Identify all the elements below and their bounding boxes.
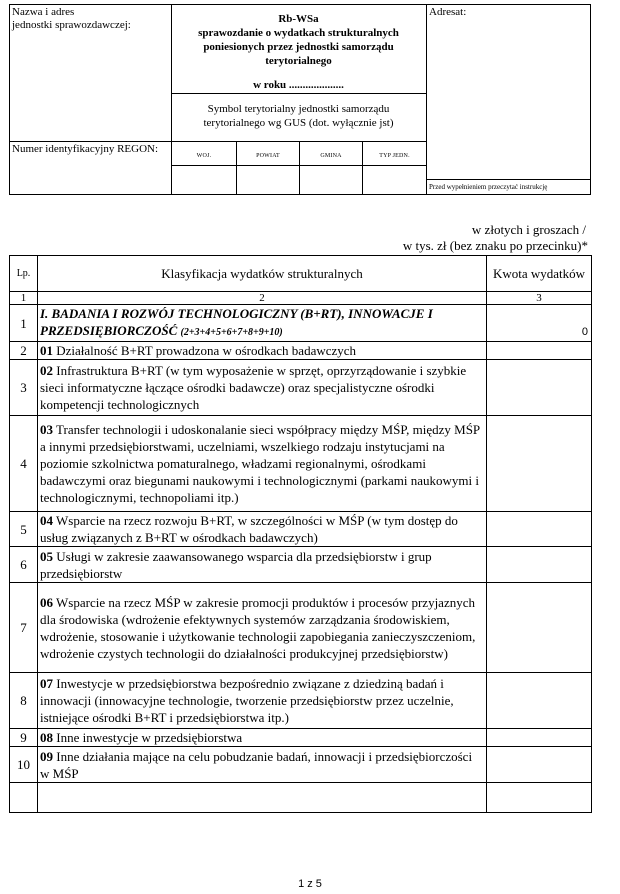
row-classification xyxy=(38,673,487,729)
row-amount[interactable] xyxy=(487,547,592,583)
addressee-label: Adresat: xyxy=(429,6,467,18)
row-amount[interactable] xyxy=(487,583,592,673)
table-row-empty xyxy=(10,783,592,813)
col-number-3: 3 xyxy=(487,292,592,305)
row-amount[interactable] xyxy=(487,416,592,512)
code-label-typ: TYP JEDN. xyxy=(379,153,410,159)
row-lp: 9 xyxy=(10,729,38,747)
table-row xyxy=(10,305,592,342)
row-classification xyxy=(38,416,487,512)
row-classification xyxy=(38,729,487,747)
row-classification xyxy=(38,512,487,547)
header-divider-right xyxy=(426,4,427,195)
row-text: Inne inwestycje w przedsiębiorstwa xyxy=(56,730,243,745)
table-row xyxy=(10,583,592,673)
row-text: Wsparcie na rzecz rozwoju B+RT, w szczególności w MŚP (w tym dostęp do usług związanych z B+RT w ośrodkach badawczych) xyxy=(40,513,458,545)
code-label-gmina: GMINA xyxy=(320,153,342,159)
year-field[interactable]: w roku .................... xyxy=(253,79,344,91)
reporting-unit-label: jednostki sprawozdawczej: xyxy=(12,19,131,31)
row-lp: 6 xyxy=(10,547,38,583)
header-amount: Kwota wydatków xyxy=(487,256,592,292)
col-number-2: 2 xyxy=(38,292,487,305)
table-row xyxy=(10,360,592,416)
row-lp: 2 xyxy=(10,342,38,360)
row-classification xyxy=(38,305,487,342)
row-text: Wsparcie na rzecz MŚP w zakresie promocji produktów i procesów przyjaznych dla środowiska (wdrożenie efektywnych systemów zarządzania środowiskiem, wdrożenie, stosowanie i użytkowanie technologii zapobiegania zanieczyszczeniom, wdrożenie czystych technologii do działalności produkcyjnej przedsiębiorstw) xyxy=(40,594,476,661)
row-text: Inne działania mające na celu pobudzanie badań, innowacji i przedsiębiorczości w MŚP xyxy=(40,748,473,781)
header-line-regon xyxy=(9,141,171,142)
row-code: 08 xyxy=(40,730,53,745)
table-row xyxy=(10,416,592,512)
row-amount[interactable] xyxy=(487,673,592,729)
row-sum-note: (2+3+4+5+6+7+8+9+10) xyxy=(180,327,283,338)
code-input-woj[interactable] xyxy=(172,166,235,194)
form-title-line1: sprawozdanie o wydatkach strukturalnych xyxy=(198,27,399,39)
table-row xyxy=(10,747,592,783)
regon-label: Numer identyfikacyjny REGON: xyxy=(12,143,159,155)
header-classification: Klasyfikacja wydatków strukturalnych xyxy=(38,256,487,292)
row-code: 05 xyxy=(40,548,53,564)
row-classification xyxy=(38,360,487,416)
code-input-powiat[interactable] xyxy=(237,166,298,194)
header-lp: Lp. xyxy=(10,256,38,292)
row-amount[interactable] xyxy=(487,729,592,747)
row-text: Usługi w zakresie zaawansowanego wsparcia dla przedsiębiorstw i grup przedsiębiorstw xyxy=(40,548,432,581)
row-code: 07 xyxy=(40,676,53,691)
row-amount[interactable] xyxy=(487,360,592,416)
row-lp: 4 xyxy=(10,416,38,512)
units-note-line2: w tys. zł (bez znaku po przecinku)* xyxy=(402,238,588,253)
code-input-typ[interactable] xyxy=(363,166,425,194)
name-address-label: Nazwa i adres xyxy=(12,6,75,18)
row-amount[interactable] xyxy=(487,342,592,360)
row-code: 09 xyxy=(40,748,53,764)
territorial-symbol-line2: terytorialnego wg GUS (dot. wyłącznie jst) xyxy=(203,117,394,129)
row-lp: 1 xyxy=(10,305,38,342)
row-text: Inwestycje w przedsiębiorstwa bezpośrednio związane z dziedziną badań i innowacji (innowacyjne technologie, tworzenie przedsiębiorstw przez uczelnie, istniejące ośrodki B+RT i przedsiębiorstwa itp.) xyxy=(40,676,454,725)
form-title-line2: poniesionych przez jednostki samorządu xyxy=(203,41,394,53)
row-lp: 7 xyxy=(10,583,38,673)
row-lp: 3 xyxy=(10,360,38,416)
table-row xyxy=(10,673,592,729)
row-text: Infrastruktura B+RT (w tym wyposażenie w sprzęt, oprzyrządowanie i szybkie sieci informatyczne łączące ośrodki badawcze) oraz specjalistyczne ośrodki kompetencji technologicznych xyxy=(40,363,467,412)
units-note-line1: w złotych i groszach / xyxy=(471,222,586,237)
row-text: Działalność B+RT prowadzona w ośrodkach badawczych xyxy=(56,343,357,358)
code-input-gmina[interactable] xyxy=(300,166,361,194)
table-row xyxy=(10,547,592,583)
row-code: 06 xyxy=(40,594,53,610)
code-label-powiat: POWIAT xyxy=(256,153,280,159)
row-text: I. BADANIA I ROZWÓJ TECHNOLOGICZNY (B+RT), INNOWACJE I PRZEDSIĘBIORCZOŚĆ xyxy=(40,306,433,338)
form-code: Rb-WSa xyxy=(278,13,319,25)
row-lp: 5 xyxy=(10,512,38,547)
header-line-instruction xyxy=(426,179,591,180)
instruction-note: Przed wypełnieniem przeczytać instrukcję xyxy=(429,183,548,191)
table-row xyxy=(10,729,592,747)
row-code: 04 xyxy=(40,513,53,528)
table-row xyxy=(10,512,592,547)
row-code: 01 xyxy=(40,343,53,358)
row-classification xyxy=(38,547,487,583)
code-label-woj: WOJ. xyxy=(196,153,212,159)
row-classification xyxy=(38,747,487,783)
row-amount-total[interactable]: 0 xyxy=(487,305,592,342)
header-line-year xyxy=(171,93,426,94)
row-code: 03 xyxy=(40,422,53,437)
col-number-1: 1 xyxy=(10,292,38,305)
page-number: 1 z 5 xyxy=(298,878,322,890)
form-title-line3: terytorialnego xyxy=(265,55,332,67)
row-classification xyxy=(38,583,487,673)
territorial-symbol-line1: Symbol terytorialny jednostki samorządu xyxy=(207,103,390,115)
row-classification xyxy=(38,342,487,360)
row-lp: 10 xyxy=(10,747,38,783)
row-text: Transfer technologii i udoskonalanie sieci współpracy między MŚP, między MŚP a innymi przedsiębiorstwami, uczelniami, wszelkiego rodzaju instytucjami na poziomie szkolnictwa pomaturalnego, władzami regionalnymi, ośrodkami badawczymi oraz biegunami naukowymi i technologicznymi (parkami naukowymi i technologicznymi, technopoliami itp.) xyxy=(40,422,480,505)
table-row xyxy=(10,342,592,360)
row-code: 02 xyxy=(40,363,53,378)
expenditure-table xyxy=(9,255,592,813)
row-amount[interactable] xyxy=(487,747,592,783)
row-lp: 8 xyxy=(10,673,38,729)
row-amount[interactable] xyxy=(487,512,592,547)
